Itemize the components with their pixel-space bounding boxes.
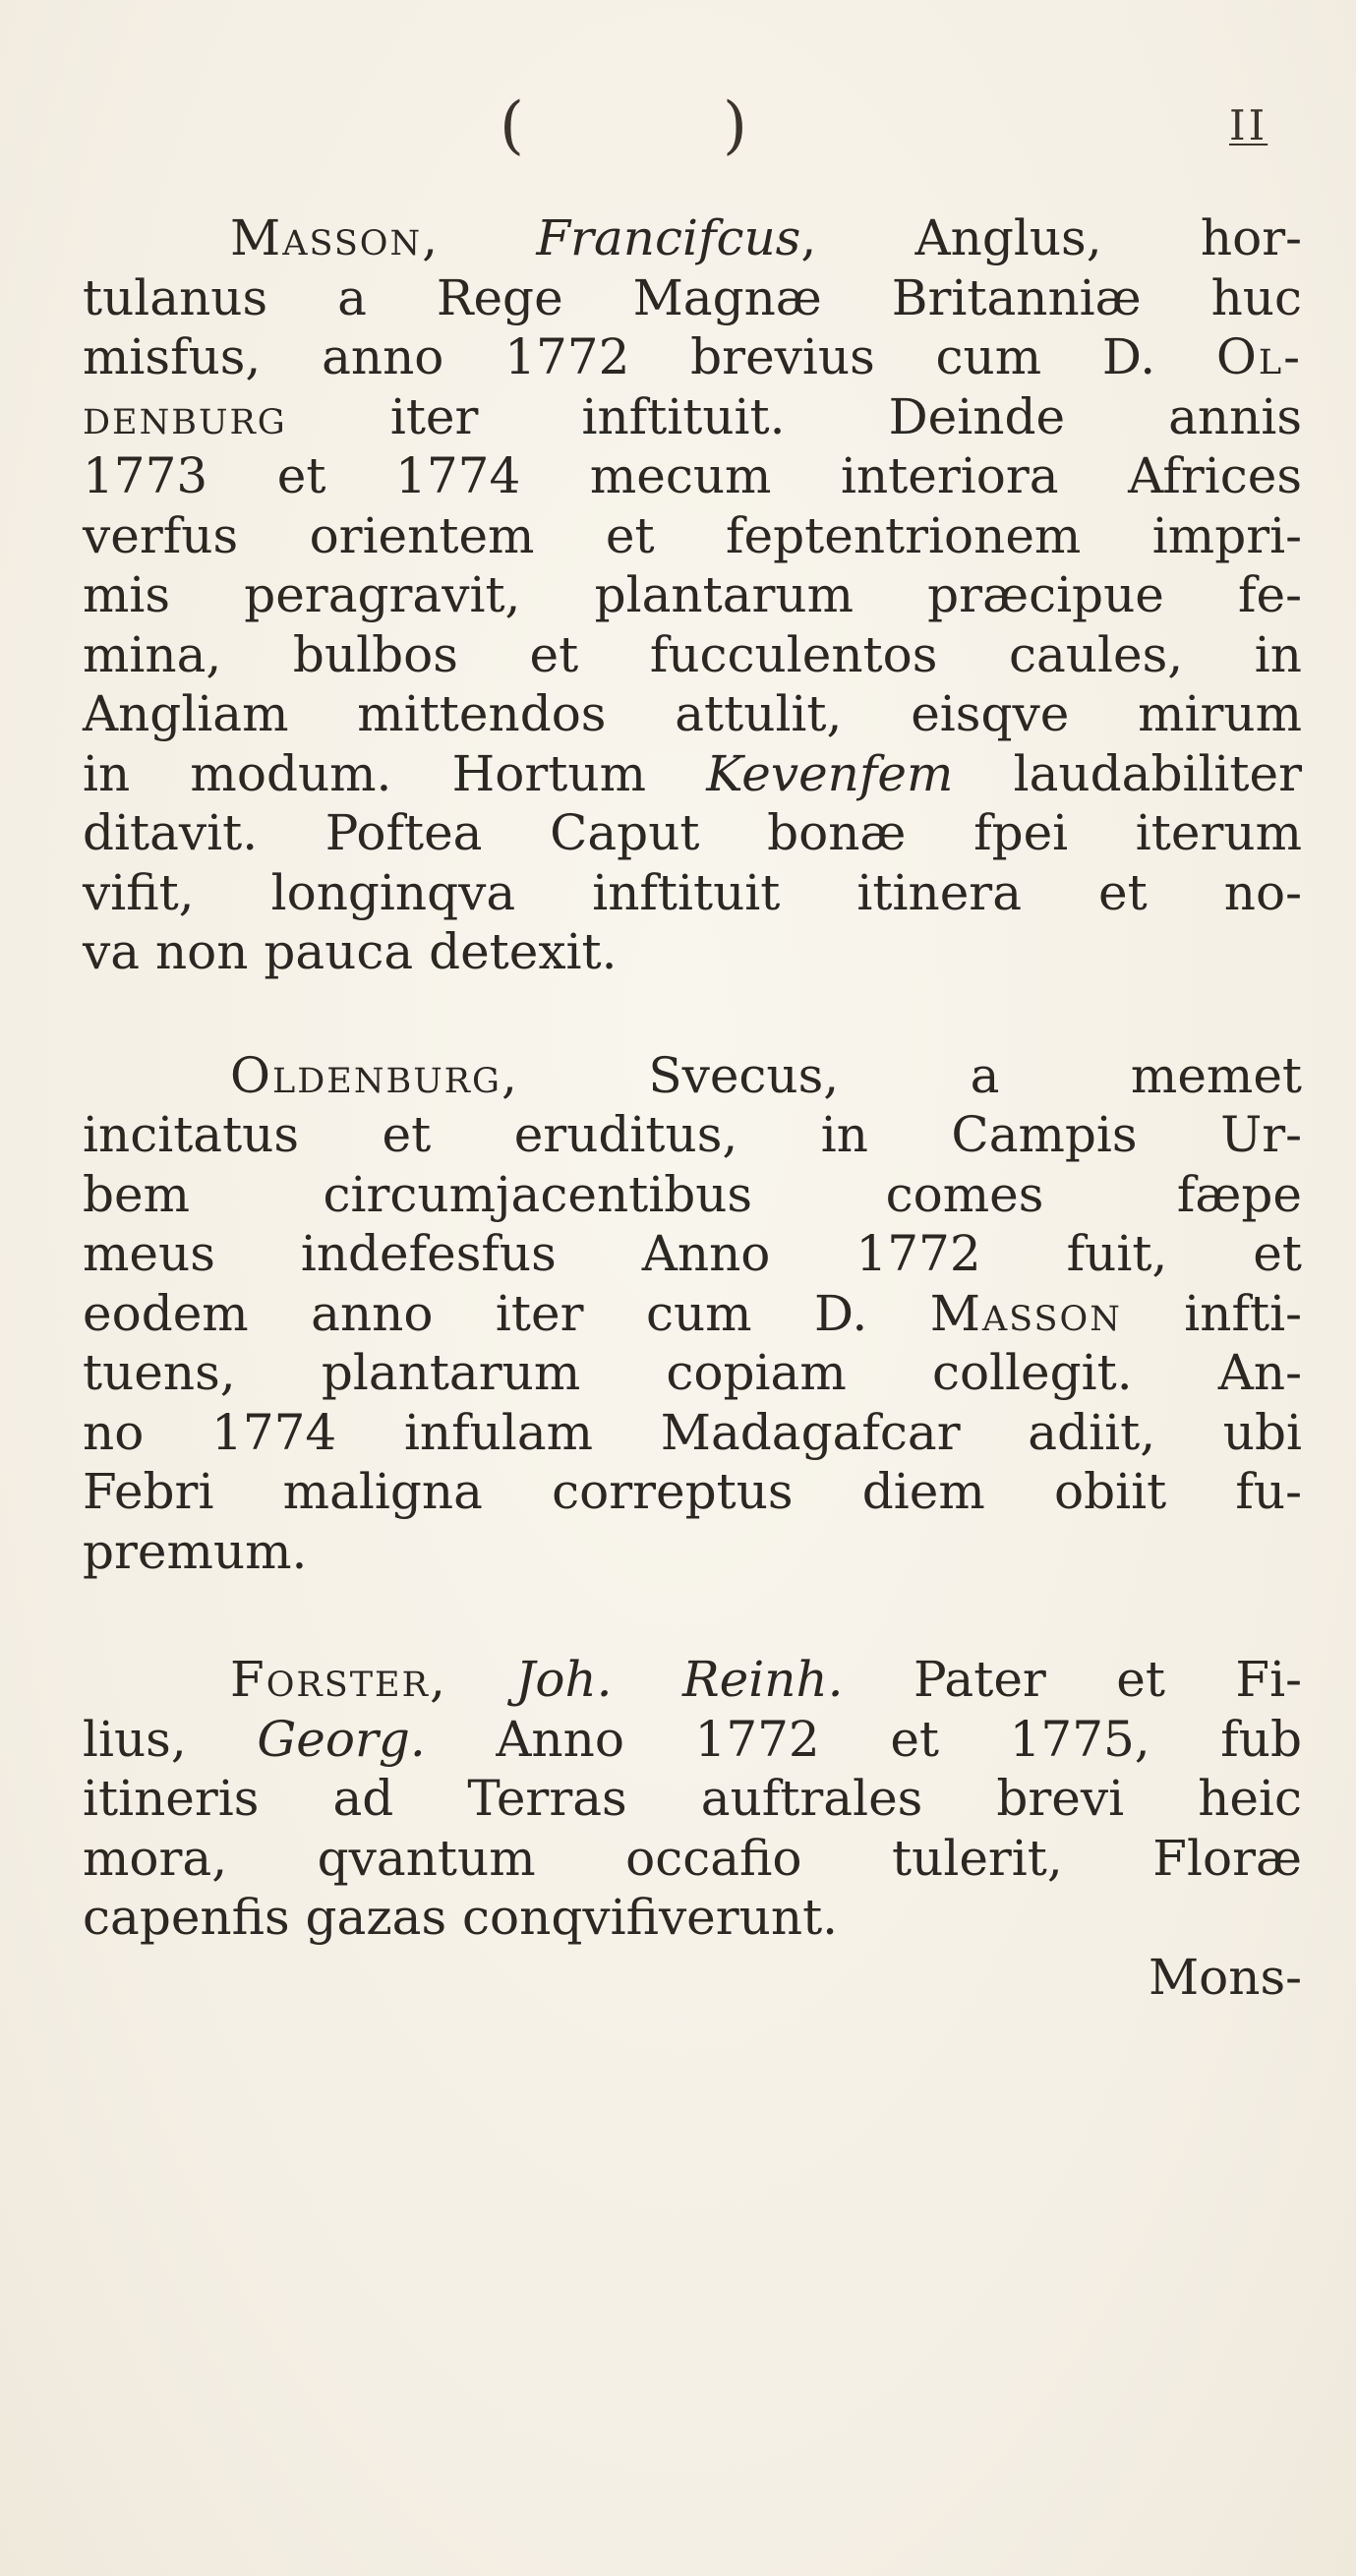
text-run: tuens, plantarum copiam collegit. An- bbox=[83, 1344, 1302, 1401]
italic-text: Joh. Reinh. bbox=[515, 1651, 844, 1708]
text-line bbox=[83, 1829, 1302, 1889]
text-line bbox=[83, 1403, 1302, 1463]
text-line bbox=[83, 1165, 1302, 1225]
text-run: mina, bulbos et fucculentos caules, in bbox=[83, 625, 1302, 683]
text-line bbox=[83, 565, 1302, 625]
name-small-caps: Forster bbox=[230, 1651, 430, 1708]
text-run: tulanus a Rege Magnæ Britanniæ huc bbox=[83, 268, 1302, 326]
text-line bbox=[83, 268, 1302, 328]
text-run: iter inftituit. Deinde annis bbox=[286, 387, 1302, 445]
text-run: no 1774 infulam Madagafcar adiit, ubi bbox=[83, 1403, 1302, 1461]
text-run: incitatus et eruditus, in Campis Ur- bbox=[83, 1106, 1302, 1163]
text-line bbox=[83, 1650, 1302, 1710]
text-run: meus indefesfus Anno 1772 fuit, et bbox=[83, 1225, 1302, 1282]
name-small-caps: Oldenburg bbox=[230, 1046, 501, 1104]
left-parenthesis-mark: ( bbox=[500, 89, 524, 162]
text-run: in modum. Hortum bbox=[83, 744, 707, 802]
text-run: 1773 et 1774 mecum interiora Africes bbox=[83, 447, 1302, 504]
text-run: verfus orientem et feptentrionem impri- bbox=[83, 506, 1302, 564]
paragraph-gap bbox=[83, 982, 1302, 1046]
text-run: misfus, anno 1772 brevius cum D. bbox=[83, 328, 1216, 385]
text-line bbox=[83, 922, 1302, 982]
italic-text: Kevenfem bbox=[706, 744, 954, 802]
body-text bbox=[83, 208, 1302, 2007]
text-line bbox=[83, 744, 1302, 804]
text-line bbox=[83, 1224, 1302, 1284]
text-run: infti- bbox=[1121, 1284, 1302, 1342]
paragraph-oldenburg bbox=[83, 1046, 1302, 1582]
text-line bbox=[83, 506, 1302, 566]
paragraph-gap bbox=[83, 1581, 1302, 1650]
paragraph-forster bbox=[83, 1650, 1302, 1948]
text-run: premum. bbox=[83, 1522, 308, 1580]
text-run: itineris ad Terras auftrales brevi heic bbox=[83, 1770, 1302, 1827]
text-run: va non pauca detexit. bbox=[83, 923, 618, 980]
text-line bbox=[83, 1522, 1302, 1582]
text-line bbox=[83, 387, 1302, 447]
text-line bbox=[83, 684, 1302, 744]
text-line bbox=[83, 327, 1302, 387]
name-small-caps: denburg bbox=[83, 387, 287, 445]
text-run: , Anglus, hor- bbox=[800, 209, 1302, 266]
text-run: , bbox=[429, 1651, 516, 1708]
text-line bbox=[83, 1343, 1302, 1403]
text-run: , bbox=[422, 209, 537, 266]
text-line bbox=[83, 1710, 1302, 1770]
text-run: capenfis gazas conqvifiverunt. bbox=[83, 1889, 839, 1946]
text-run: Pater et Fi- bbox=[843, 1651, 1302, 1708]
text-run: lius, bbox=[83, 1710, 258, 1768]
paragraph-masson bbox=[83, 208, 1302, 982]
text-line bbox=[83, 1769, 1302, 1829]
right-parenthesis-mark: ) bbox=[723, 89, 747, 162]
text-run: laudabiliter bbox=[953, 744, 1303, 802]
text-run: ditavit. Poftea Caput bonæ fpei iterum bbox=[83, 804, 1302, 861]
text-run: mis peragravit, plantarum præcipue fe- bbox=[83, 566, 1302, 623]
text-line bbox=[83, 1046, 1302, 1106]
text-run: Febri maligna correptus diem obiit fu- bbox=[83, 1463, 1302, 1520]
text-line bbox=[83, 1105, 1302, 1165]
italic-text: Francifcus bbox=[536, 209, 801, 266]
text-line bbox=[83, 1888, 1302, 1948]
text-line bbox=[83, 863, 1302, 923]
text-run: Anno 1772 et 1775, fub bbox=[425, 1710, 1302, 1768]
name-small-caps: Masson bbox=[230, 209, 423, 266]
text-run: mora, qvantum occafio tulerit, Floræ bbox=[83, 1829, 1302, 1887]
text-run: , Svecus, a memet bbox=[501, 1046, 1302, 1104]
text-run: eodem anno iter cum D. bbox=[83, 1284, 930, 1342]
text-line bbox=[83, 1462, 1302, 1522]
running-head bbox=[0, 87, 1356, 165]
text-line bbox=[83, 803, 1302, 863]
text-line bbox=[83, 1284, 1302, 1344]
text-line bbox=[83, 208, 1302, 268]
text-run: bem circumjacentibus comes fæpe bbox=[83, 1165, 1302, 1223]
name-small-caps: Masson bbox=[929, 1284, 1122, 1342]
text-line bbox=[83, 625, 1302, 685]
catchword: Mons- bbox=[1148, 1948, 1302, 2006]
text-run: Angliam mittendos attulit, eisqve mirum bbox=[83, 685, 1302, 742]
text-run: vifit, longinqva inftituit itinera et no- bbox=[83, 863, 1302, 921]
text-line bbox=[83, 446, 1302, 506]
italic-text: Georg. bbox=[257, 1710, 426, 1768]
page-number: II bbox=[1229, 101, 1268, 149]
name-small-caps: Ol- bbox=[1215, 328, 1302, 385]
